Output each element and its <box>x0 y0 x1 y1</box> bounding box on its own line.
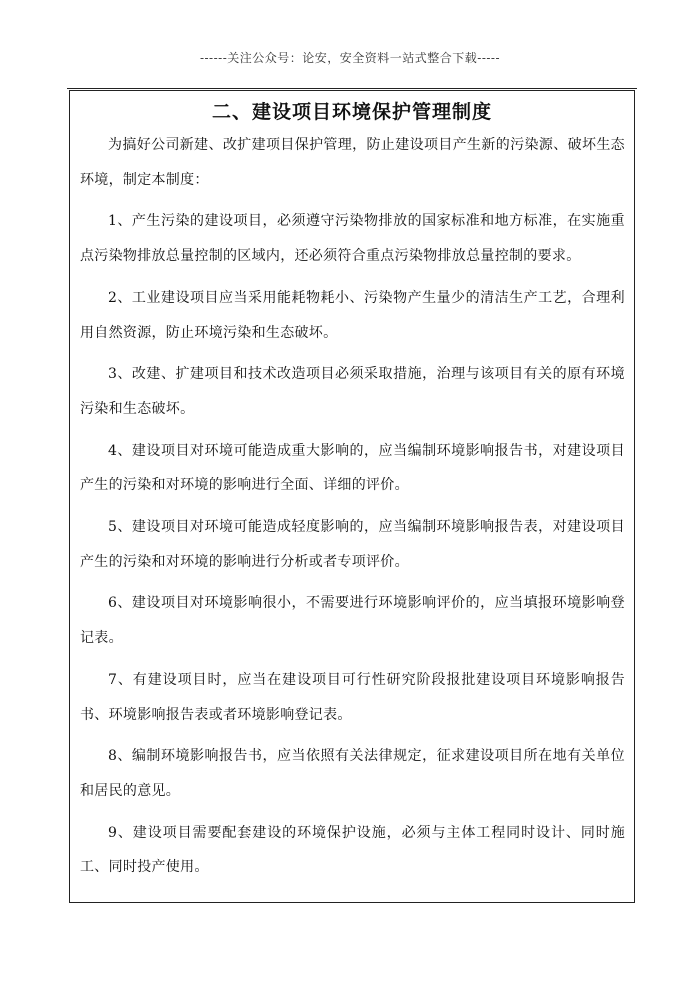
paragraph-item-2: 2、工业建设项目应当采用能耗物耗小、污染物产生量少的清洁生产工艺，合理利用自然资源，防止环境污染和生态破坏。 <box>80 289 625 341</box>
paragraph-item-6: 6、建设项目对环境影响很小，不需要进行环境影响评价的，应当填报环境影响登记表。 <box>80 595 625 647</box>
document-title: 二、建设项目环境保护管理制度 <box>211 101 492 123</box>
paragraph-item-7: 7、有建设项目时，应当在建设项目可行性研究阶段报批建设项目环境影响报告书、环境影响报告表或者环境影响登记表。 <box>80 671 625 723</box>
paragraph-item-4: 4、建设项目对环境可能造成重大影响的，应当编制环境影响报告书，对建设项目产生的污染和对环境的影响进行全面、详细的评价。 <box>80 442 625 494</box>
paragraph-item-1: 1、产生污染的建设项目，必须遵守污染物排放的国家标准和地方标准，在实施重点污染物排放总量控制的区域内，还必须符合重点污染物排放总量控制的要求。 <box>80 213 625 265</box>
paragraph-item-9: 9、建设项目需要配套建设的环境保护设施，必须与主体工程同时设计、同时施工、同时投产使用。 <box>80 824 625 876</box>
document-body <box>70 128 634 885</box>
document-frame <box>69 90 635 903</box>
page-header: ------关注公众号：论安，安全资料一站式整合下载----- <box>199 51 501 65</box>
paragraph-item-8: 8、编制环境影响报告书，应当依照有关法律规定，征求建设项目所在地有关单位和居民的意见。 <box>80 748 625 799</box>
paragraph-item-3: 3、改建、扩建项目和技术改造项目必须采取措施，治理与该项目有关的原有环境污染和生态破坏。 <box>80 366 625 417</box>
paragraph-intro: 为搞好公司新建、改扩建项目保护管理，防止建设项目产生新的污染源、破坏生态环境，制定本制度： <box>80 137 625 188</box>
paragraph-item-5: 5、建设项目对环境可能造成轻度影响的，应当编制环境影响报告表，对建设项目产生的污染和对环境的影响进行分析或者专项评价。 <box>80 519 625 570</box>
